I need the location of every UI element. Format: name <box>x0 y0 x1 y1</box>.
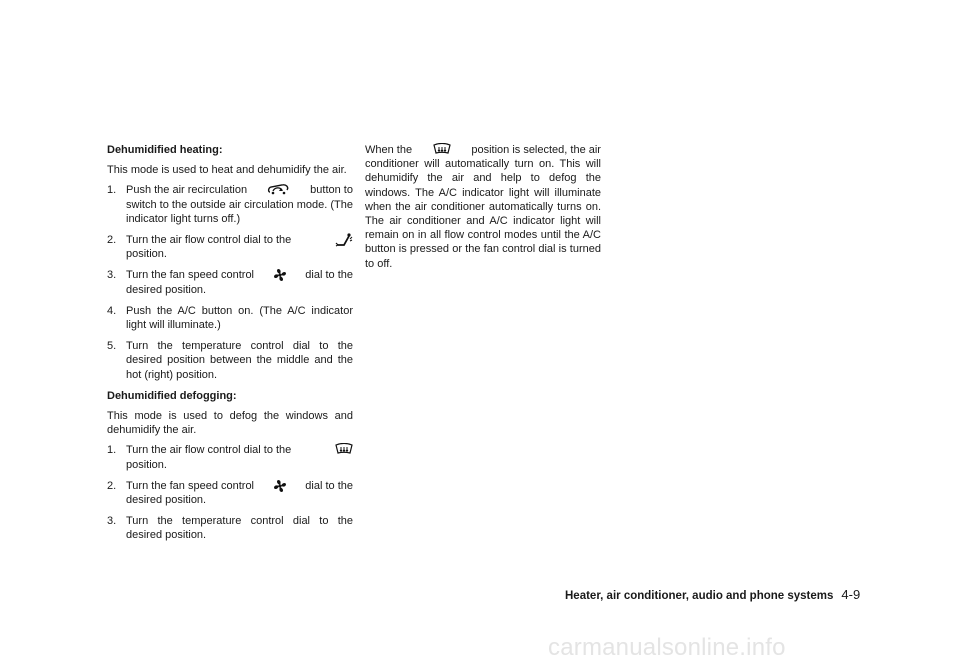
heading-dehumidified-heating: Dehumidified heating: <box>107 144 223 156</box>
item-text: position. <box>126 248 167 261</box>
page-footer <box>565 587 861 602</box>
defrost-icon <box>433 143 451 157</box>
left-column <box>107 143 353 550</box>
item-text: position. <box>126 458 167 471</box>
floor-defrost-icon <box>335 233 353 247</box>
item-number: 3. <box>107 269 117 282</box>
paragraph-text: When the <box>365 144 413 156</box>
item-number: 1. <box>107 184 117 197</box>
watermark: carmanualsonline.info <box>548 634 786 661</box>
item-text: desired position. <box>126 283 207 296</box>
intro-paragraph: This mode is used to heat and dehumidify the air. <box>107 164 347 177</box>
item-text: button to <box>310 184 353 197</box>
intro-paragraph: This mode is used to defog the windows and dehumidify the air. <box>107 410 353 437</box>
item-text: Push the air recirculation <box>126 184 248 197</box>
item-text: Turn the air flow control dial to the <box>126 444 292 457</box>
paragraph-text: position is selected, the air <box>471 144 601 156</box>
list-item <box>107 268 353 296</box>
item-text: Turn the temperature control dial to the desired position. <box>126 515 353 542</box>
item-text: Turn the fan speed control <box>126 269 255 282</box>
fan-icon <box>273 479 287 493</box>
fan-icon <box>273 268 287 282</box>
list-item <box>107 183 353 226</box>
list-item <box>107 443 353 471</box>
item-text: desired position. <box>126 494 207 507</box>
item-text: Turn the air flow control dial to the <box>126 234 292 247</box>
list-item <box>107 233 353 261</box>
item-number: 2. <box>107 234 117 247</box>
item-number: 2. <box>107 479 117 492</box>
item-text: switch to the outside air circulation mode. (The indicator light turns off.) <box>126 198 353 225</box>
item-number: 1. <box>107 444 117 457</box>
list-item <box>107 339 353 382</box>
item-text: Turn the fan speed control <box>126 479 255 492</box>
paragraph-text: conditioner will automatically turn on. This will dehumidify the air and help to defog the windows. The A/C indicator light will illuminate when the air conditioner automatically turns on. The air conditioner and A/C indicator light will remain on in all flow control modes until the A/C button is pressed or the fan control dial is turned to off. <box>365 158 601 270</box>
heading-dehumidified-defogging: Dehumidified defogging: <box>107 389 237 402</box>
item-text: dial to the <box>305 269 353 282</box>
list-item <box>107 479 353 507</box>
air-recirculation-icon <box>267 183 291 197</box>
item-number: 3. <box>107 515 117 528</box>
section-title: Heater, air conditioner, audio and phone systems <box>565 590 834 602</box>
page-number: 4-9 <box>841 587 861 602</box>
list-item <box>107 514 353 542</box>
item-text: dial to the <box>305 479 353 492</box>
defrost-paragraph <box>365 143 601 271</box>
right-column <box>365 143 601 277</box>
item-number: 5. <box>107 340 117 353</box>
item-text: Turn the temperature control dial to the desired position between the middle and the hot (right) position. <box>126 340 353 381</box>
list-item <box>107 304 353 332</box>
item-text: Push the A/C button on. (The A/C indicator light will illuminate.) <box>126 304 353 332</box>
defrost-icon <box>335 443 353 457</box>
item-number: 4. <box>107 304 117 317</box>
